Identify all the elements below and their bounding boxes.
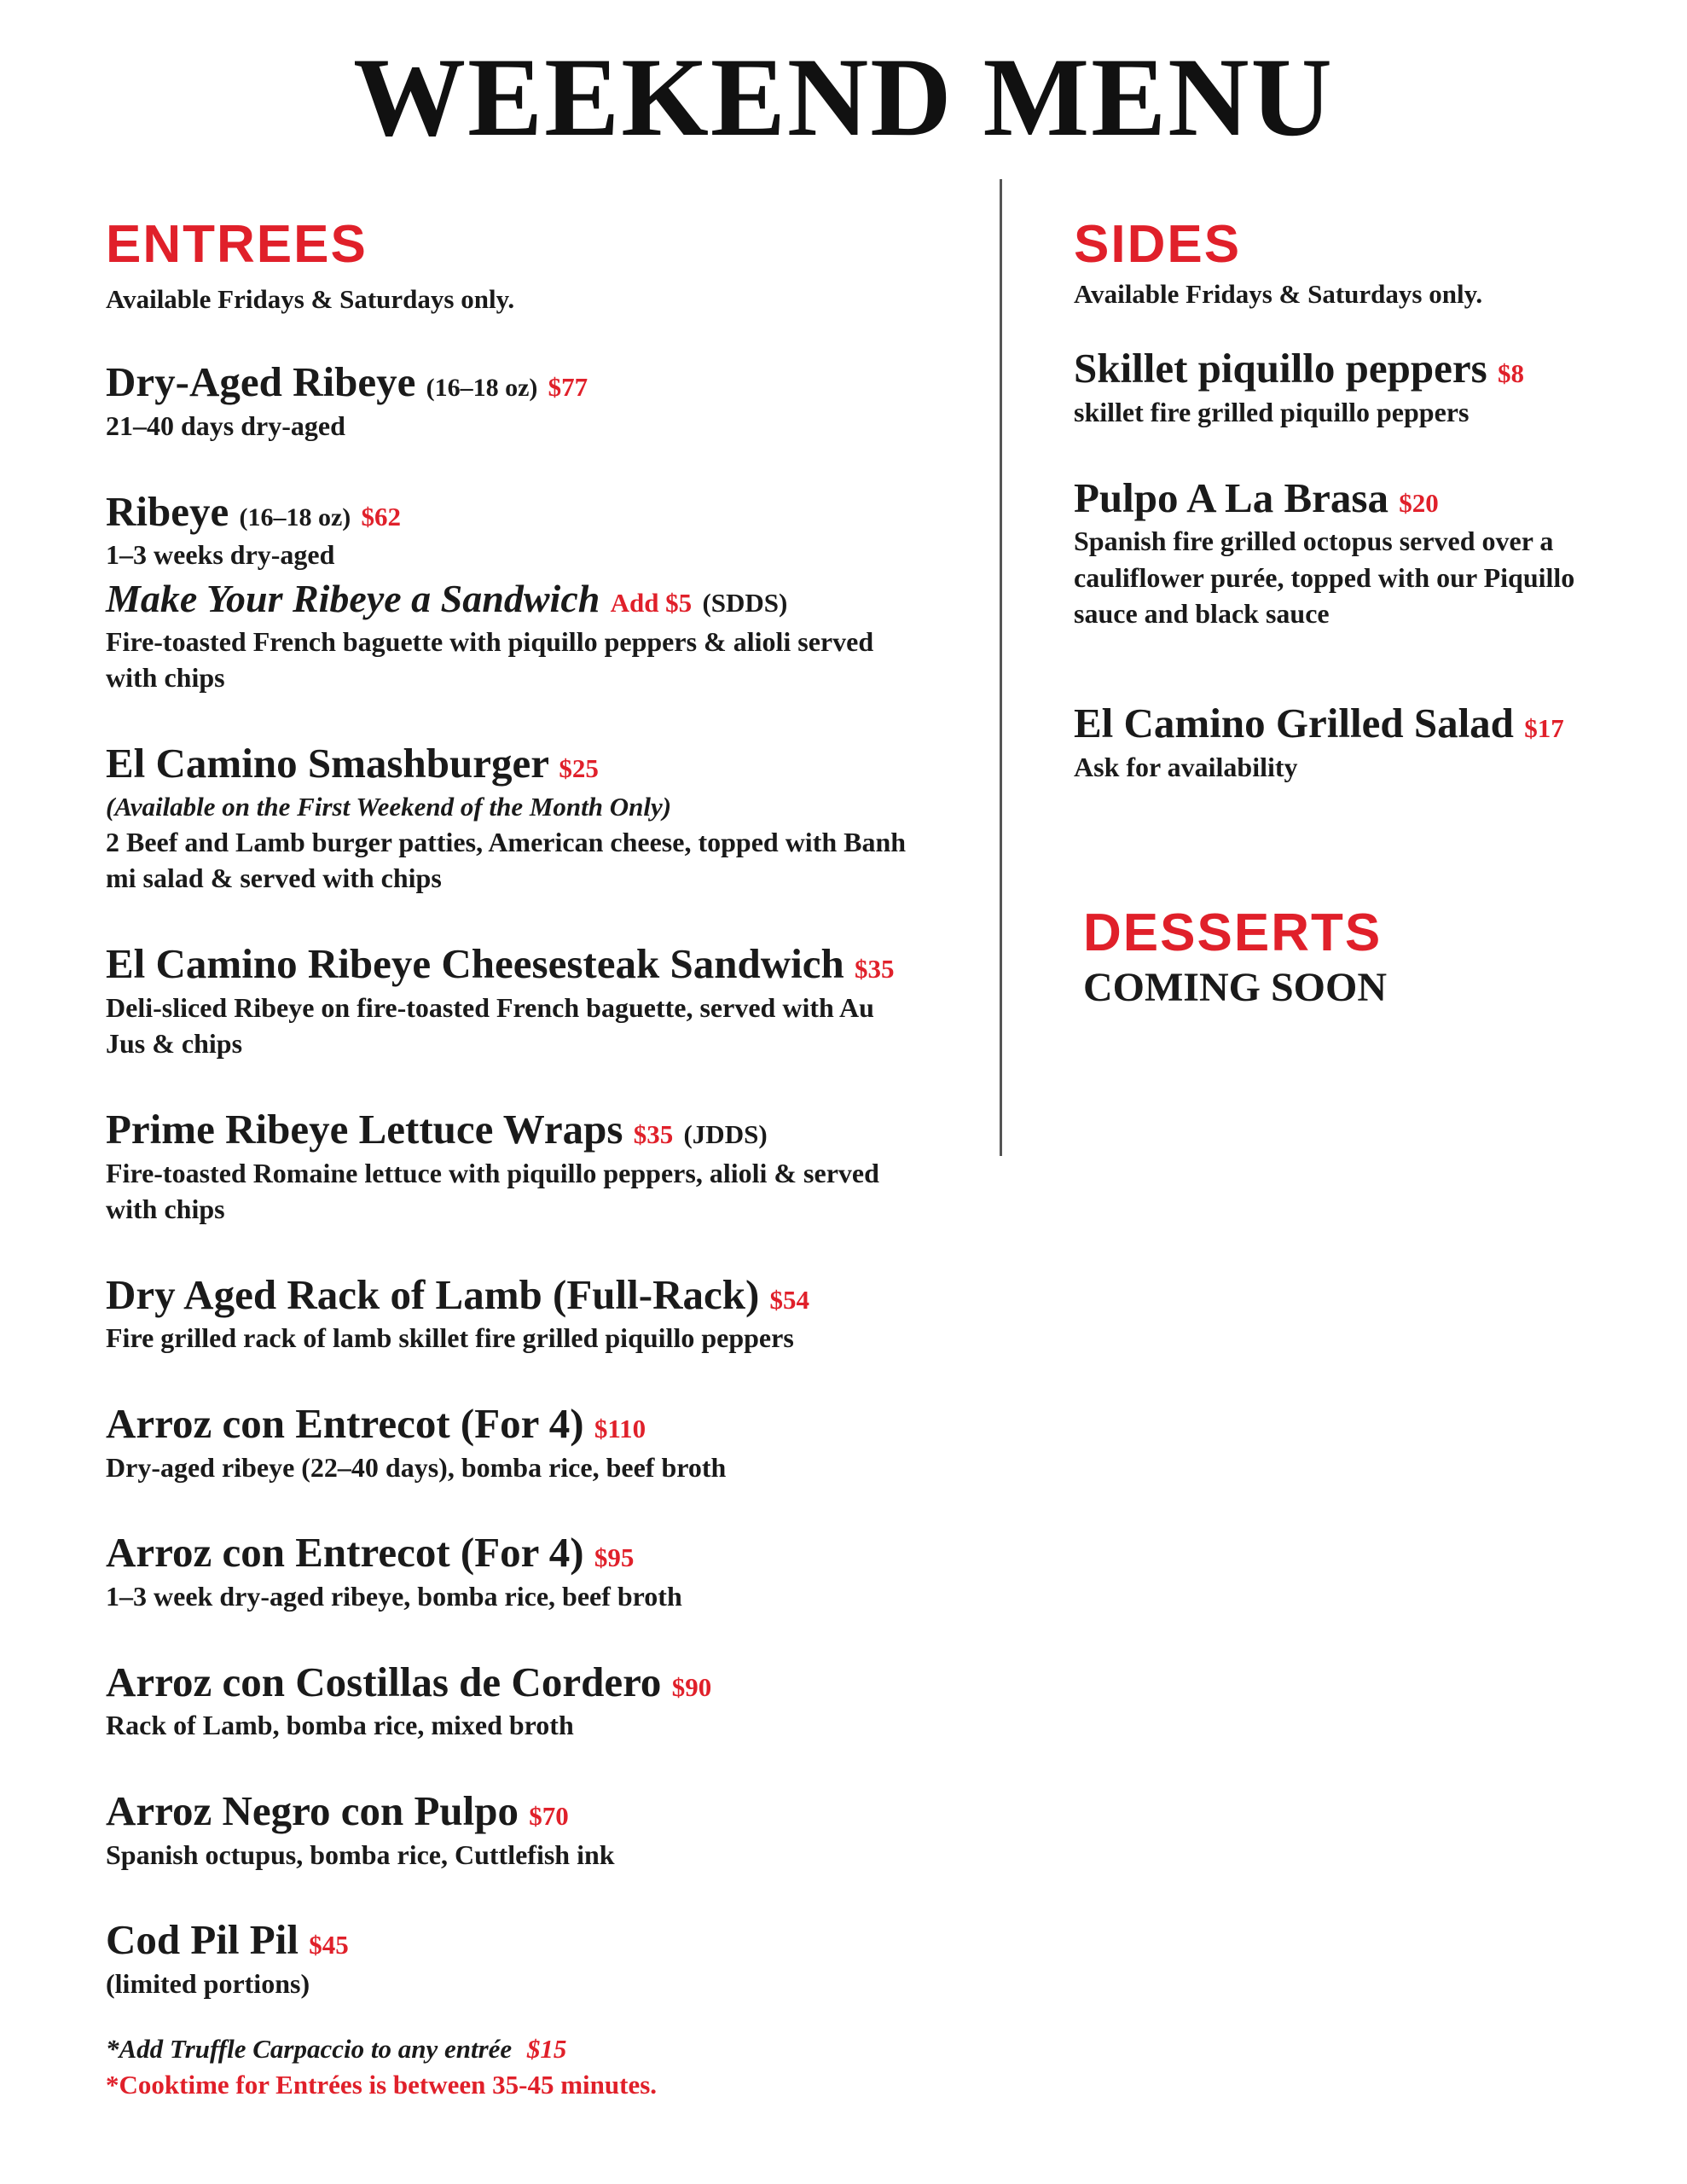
side-item (1074, 473, 1654, 632)
item-name: Dry Aged Rack of Lamb (Full-Rack) (106, 1270, 760, 1318)
item-name: Ribeye (106, 487, 229, 535)
item-price: Add $5 (610, 587, 693, 618)
item-price: $54 (769, 1284, 810, 1315)
item-price: $45 (309, 1930, 349, 1960)
entree-item (106, 487, 984, 573)
item-name: Arroz con Entrecot (For 4) (106, 1400, 584, 1447)
item-price: $90 (671, 1671, 712, 1702)
entrees-availability-note: Available Fridays & Saturdays only. (106, 284, 515, 314)
item-name: El Camino Ribeye Cheesesteak Sandwich (106, 939, 844, 987)
sides-availability-note: Available Fridays & Saturdays only. (1074, 279, 1483, 309)
entree-item (106, 1786, 984, 1873)
item-code: (SDDS) (702, 587, 788, 618)
cooktime-footnote: *Cooktime for Entrées is between 35-45 minutes. (106, 2069, 658, 2100)
item-name: Arroz con Entrecot (For 4) (106, 1529, 584, 1577)
side-item (1074, 344, 1654, 430)
item-description: 2 Beef and Lamb burger patties, American cheese, topped with Banh mi salad & served with chips (106, 826, 907, 894)
entrees-heading: ENTREES (106, 215, 368, 274)
item-price: $8 (1497, 358, 1524, 389)
item-name: Skillet piquillo peppers (1074, 345, 1487, 392)
item-name: Arroz con Costillas de Cordero (106, 1658, 662, 1705)
item-name: El Camino Grilled Salad (1074, 699, 1514, 746)
item-description: Spanish fire grilled octopus served over a cauliflower purée, topped with our Piquillo sauce and black sauce (1074, 526, 1575, 630)
entree-item (106, 739, 984, 897)
entree-item (106, 1270, 984, 1356)
item-description: Spanish octupus, bomba rice, Cuttlefish ink (106, 1838, 615, 1870)
entree-item (106, 1399, 984, 1485)
item-name: Arroz Negro con Pulpo (106, 1787, 519, 1835)
item-price: $35 (633, 1118, 674, 1149)
item-price: $35 (854, 953, 895, 984)
item-description: Fire-toasted French baguette with piquillo peppers & alioli served with chips (106, 625, 874, 694)
item-code: (JDDS) (683, 1118, 768, 1149)
truffle-footnote (106, 2031, 984, 2067)
page-title: WEEKEND MENU (353, 34, 1334, 160)
entree-item (106, 1658, 984, 1744)
entree-footnotes (106, 2031, 984, 2103)
desserts-heading: DESSERTS (1083, 903, 1383, 962)
desserts-status: COMING SOON (1083, 965, 1388, 1010)
item-size: (16–18 oz) (426, 374, 538, 403)
item-price: $70 (529, 1801, 569, 1832)
item-name: Pulpo A La Brasa (1074, 473, 1388, 521)
item-description: (limited portions) (106, 1968, 310, 2000)
truffle-footnote-price: $15 (526, 2033, 567, 2064)
entree-item (106, 939, 984, 1062)
item-description: Fire grilled rack of lamb skillet fire grilled piquillo peppers (106, 1322, 794, 1354)
entree-item (106, 1528, 984, 1614)
sides-heading: SIDES (1074, 215, 1242, 274)
item-price: $95 (594, 1542, 635, 1573)
item-description: skillet fire grilled piquillo peppers (1074, 396, 1470, 427)
truffle-footnote-text: *Add Truffle Carpaccio to any entrée (106, 2033, 513, 2064)
item-price: $25 (559, 752, 599, 783)
item-price: $77 (548, 372, 588, 403)
item-price: $17 (1524, 712, 1564, 743)
item-name: El Camino Smashburger (106, 739, 549, 787)
item-description: 1–3 weeks dry-aged (106, 539, 335, 571)
sides-section (1074, 215, 1654, 785)
item-availability-note: (Available on the First Weekend of the Month Only) (106, 791, 672, 822)
item-description: Ask for availability (1074, 751, 1298, 782)
item-price: $110 (594, 1414, 646, 1443)
entrees-section (106, 215, 984, 2103)
item-description: Fire-toasted Romaine lettuce with piquillo peppers, alioli & served with chips (106, 1157, 879, 1225)
column-divider (1000, 179, 1002, 1156)
entree-item (106, 357, 984, 444)
item-name: Prime Ribeye Lettuce Wraps (106, 1105, 623, 1153)
item-price: $62 (361, 501, 402, 531)
item-description: 1–3 week dry-aged ribeye, bomba rice, beef broth (106, 1581, 682, 1612)
item-size: (16–18 oz) (239, 502, 351, 531)
item-description: Deli-sliced Ribeye on fire-toasted French baguette, served with Au Jus & chips (106, 991, 874, 1060)
item-description: 21–40 days dry-aged (106, 410, 345, 441)
entree-item (106, 1105, 984, 1228)
item-name: Make Your Ribeye a Sandwich (106, 576, 600, 620)
entree-item (106, 1915, 984, 2001)
item-description: Dry-aged ribeye (22–40 days), bomba rice, beef broth (106, 1451, 727, 1483)
entree-item (106, 573, 984, 696)
side-item (1074, 699, 1654, 785)
item-name: Dry-Aged Ribeye (106, 358, 416, 406)
item-price: $20 (1399, 487, 1439, 518)
item-description: Rack of Lamb, bomba rice, mixed broth (106, 1710, 574, 1741)
item-name: Cod Pil Pil (106, 1916, 299, 1964)
